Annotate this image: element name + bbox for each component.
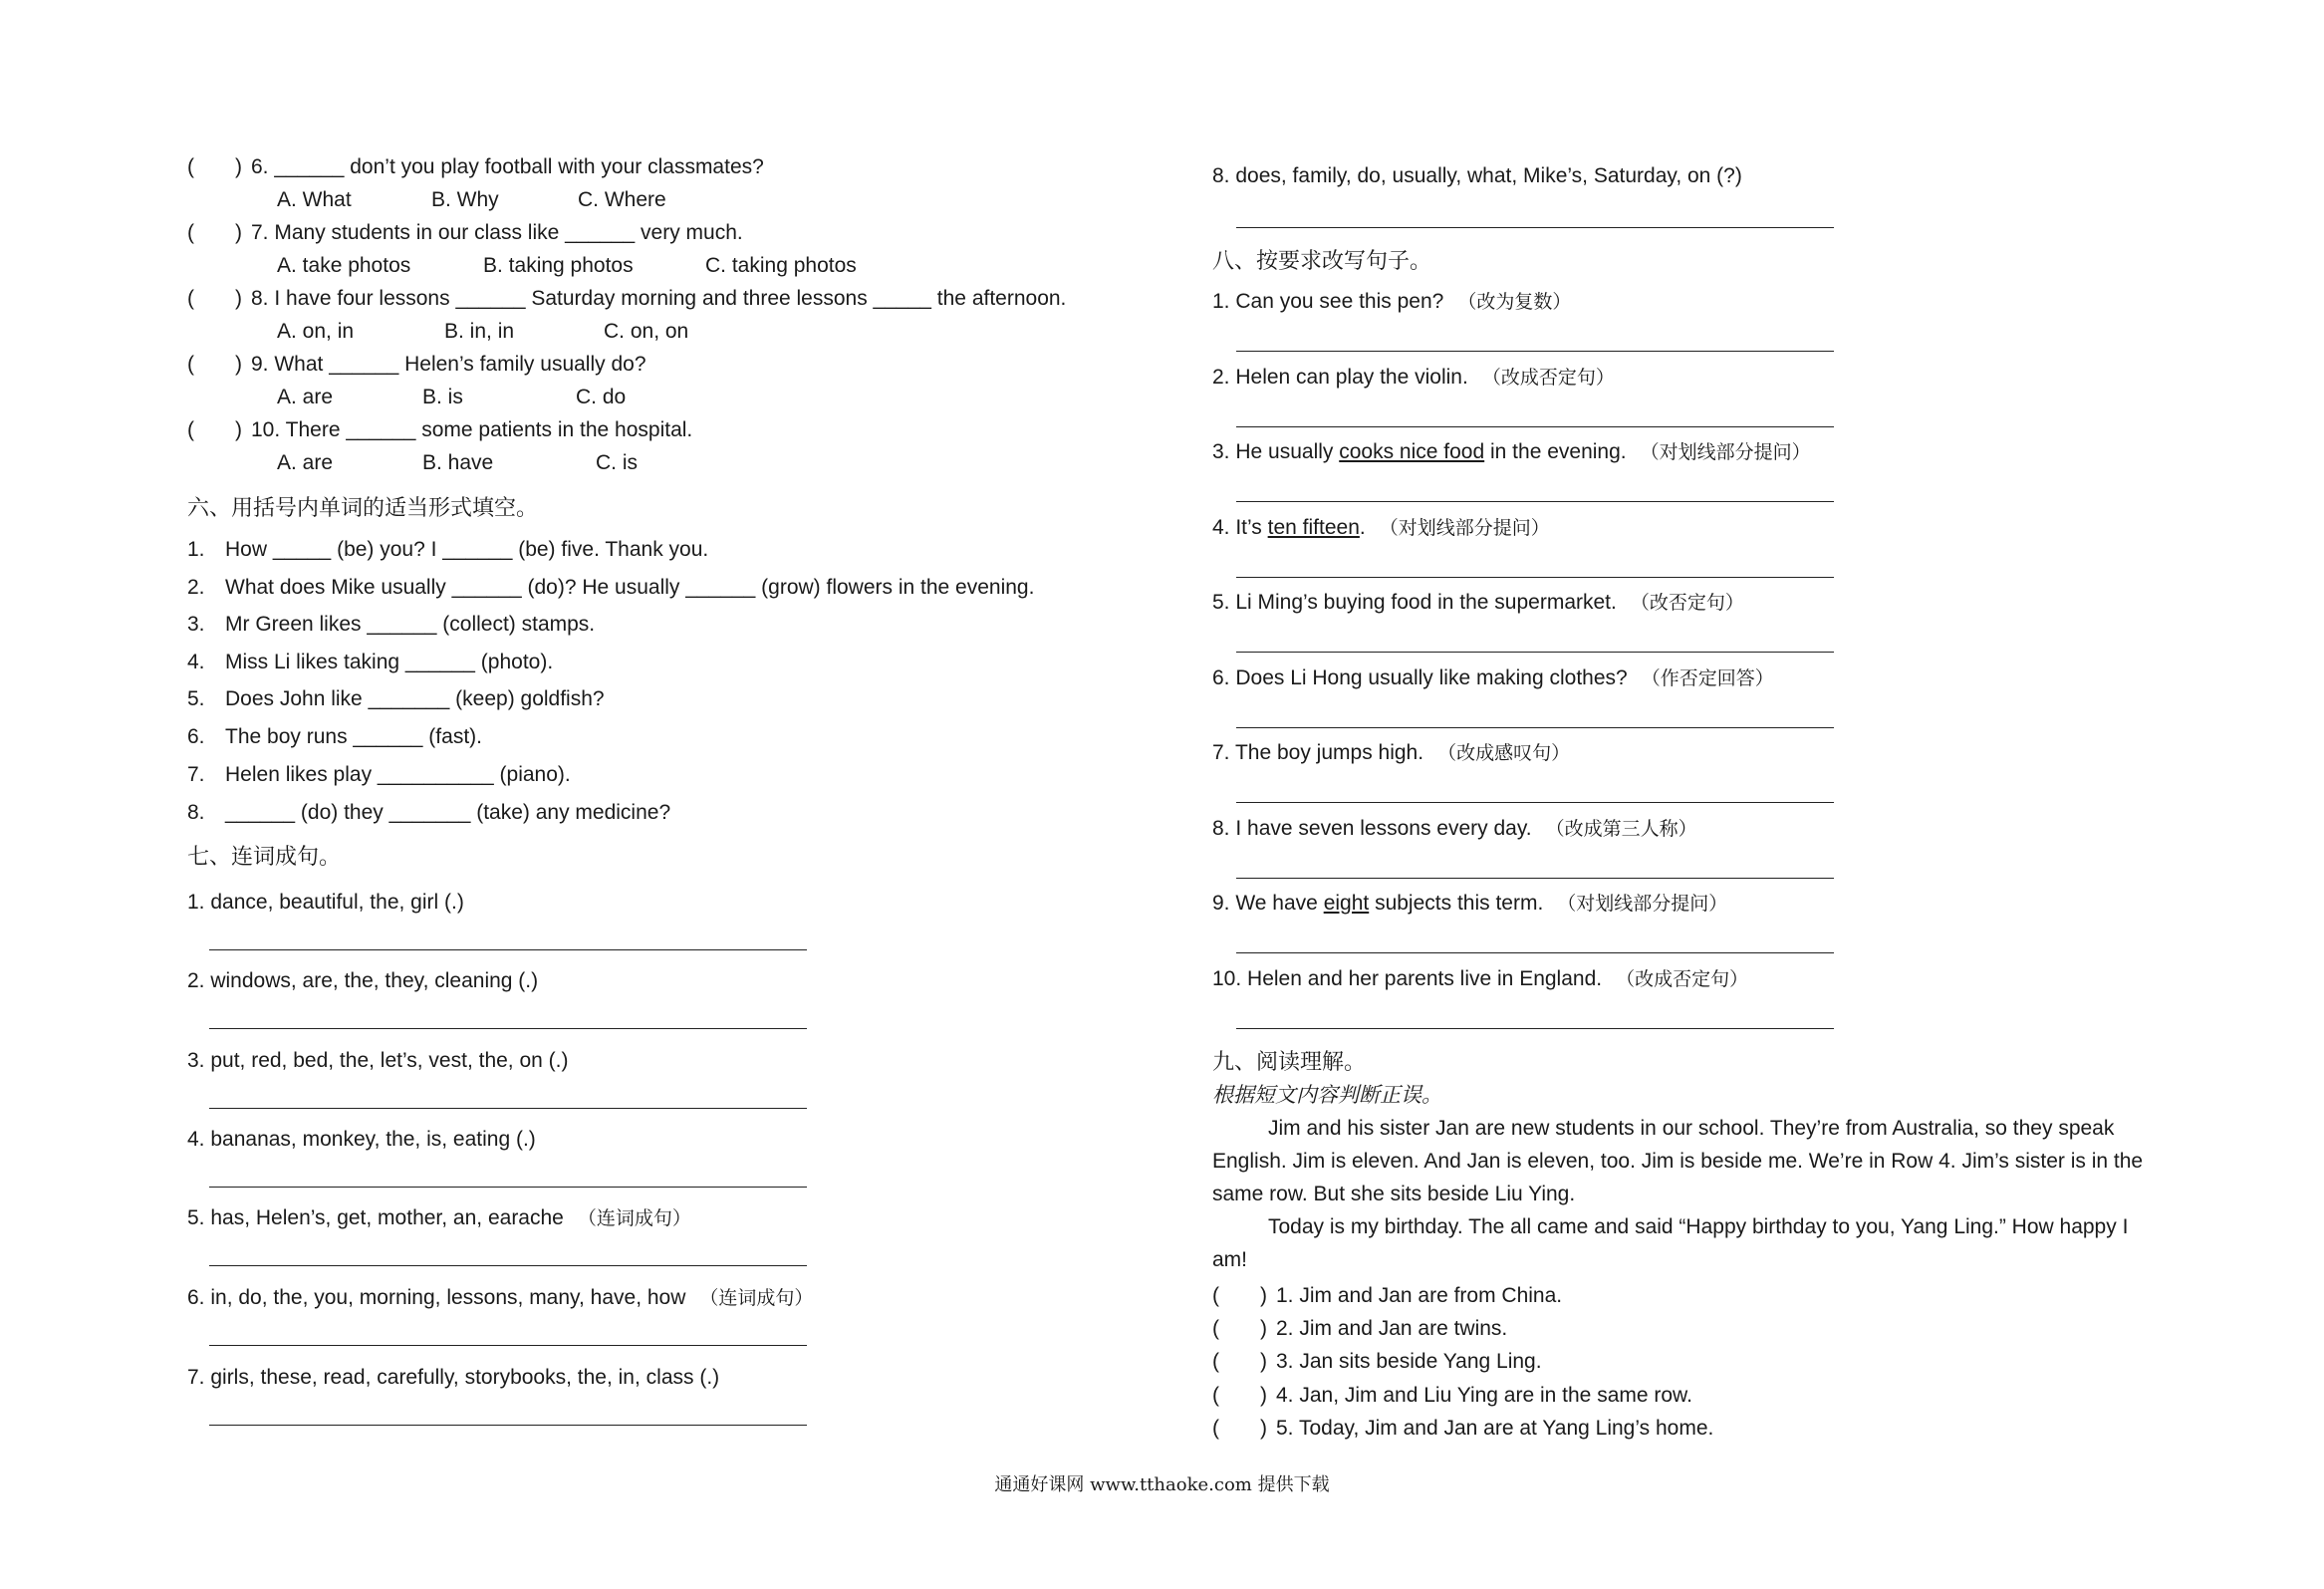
- answer-line: [209, 1028, 807, 1029]
- answer-line: [1236, 501, 1834, 502]
- list-item: 1. Can you see this pen? （改为复数）: [1212, 290, 1572, 313]
- answer-line: [209, 1187, 807, 1188]
- option: B. Why: [431, 188, 499, 211]
- option: B. have: [422, 451, 494, 474]
- list-item: 8. does, family, do, usually, what, Mike’s, Saturday, on (?): [1212, 164, 1742, 187]
- option: A. are: [277, 451, 334, 474]
- list-item: 4. It’s ten fifteen. （对划线部分提问）: [1212, 516, 1550, 539]
- answer-line: [1236, 227, 1834, 228]
- answer-line: [1236, 952, 1834, 953]
- question-stem: 6. ______ don’t you play football with your classmates?: [251, 155, 764, 178]
- option: C. on, on: [604, 320, 689, 343]
- option: C. do: [576, 386, 627, 408]
- worksheet-page: ( ) 6. ______ don’t you play football with your classmates? A. What B. Why C. Where ( ) 7. Many students in our class like ______ very much. A. take photos B. taking photos C. taking photos ( ) 8. I have four lessons ______ Saturday morning and three lessons _____ the afternoon. A. on, in B. in, in C. on, on ( ) 9. What ______ Helen’s family usually do? A. are B. is C. do ( ) 10. There ______ some patients in the hospital. A. are B. have C. is 六、用括号内单词的适当形式填空。 1. How _____ (be) you? I ______ (be) five. Thank you. 2. What does Mike usually ______ (do)? He usually ______ (grow) flowers in the evening. 3. Mr Green likes ______ (collect) stamps. 4. Miss Li likes taking ______ (photo). 5. Does John like _______ (keep) goldfish? 6. The boy runs ______ (fast). 7. Helen likes play __________ (piano). 8. ______ (do) they _______ (take) any medicine? 七、连词成句。 1. dance, beautiful, the, girl (.) 2. windows, are, the, they, cleaning (.) 3. put, red, bed, the, let’s, vest, the, on (.) 4. bananas, monkey, the, is, eating (.) 5. has, Helen’s, get, mother, an, earache （连词成句） 6. in, do, the, you, morning, lessons, many, have, how （连词成句） 7. girls, these, read, carefully, storybooks, the, in, class (.) 8. does, family, do, usually, what, Mike’s, Saturday, on (?) 八、按要求改写句子。 1. Can you see this pen? （改为复数） 2. Helen can play the violin. （改成否定句） 3. He usually cooks nice food in the evening. （对划线部分提问） 4. It’s ten fifteen. （对划线部分提问） 5. Li Ming’s buying food in the supermarket. （改否定句） 6. Does Li Hong usually like making clothes? （作否定回答） 7. The boy jumps high. （改成感叹句） 8. I have seven lessons every day. （改成第三人称） 9. We have eight subjects this term. （对划线部分提问） 10. Helen and her parents live in England. （改成否定句） 九、阅读理解。 根据短文内容判断正误。 Jim and his sister Jan are new students in our school. They’re from Australia, so they speak English. Jim is eleven. And Jan is eleven, too. Jim is beside me. We’re in Row 4. Jim’s sister is in the same row. But she sits beside Liu Ying. Today is my birthday. The all came and said “Happy birthday to you, Yang Ling.” How happy I am! ( ) 1. Jim and Jan are from China. ( ) 2. Jim and Jan are twins. ( ) 3. Jan sits beside Yang Ling. ( ) 4. Jan, Jim and Liu Ying are in the same row. ( ) 5. Today, Jim and Jan are at Yang Ling’s home. 通通好课网 www.tthaoke.com 提供下载: [0, 0, 2324, 1589]
- question-stem: 10. There ______ some patients in the hospital.: [251, 418, 693, 441]
- option: A. are: [277, 386, 334, 408]
- question-stem: 9. What ______ Helen’s family usually do?: [251, 353, 646, 376]
- list-item: 3. put, red, bed, the, let’s, vest, the, on (.): [187, 1049, 569, 1072]
- answer-line: [209, 1265, 807, 1266]
- list-item: 10. Helen and her parents live in England. （改成否定句）: [1212, 967, 1749, 990]
- list-item: 3. He usually cooks nice food in the evening. （对划线部分提问）: [1212, 440, 1811, 463]
- section-7-title: 七、连词成句。: [187, 845, 342, 870]
- option: C. taking photos: [705, 254, 857, 277]
- option: A. take photos: [277, 254, 411, 277]
- answer-line: [209, 1345, 807, 1346]
- list-item: 1. dance, beautiful, the, girl (.): [187, 891, 464, 914]
- list-item: 2. Helen can play the violin. （改成否定句）: [1212, 366, 1615, 389]
- list-item: 6. in, do, the, you, morning, lessons, many, have, how （连词成句）: [187, 1286, 814, 1309]
- answer-line: [1236, 727, 1834, 728]
- option: B. taking photos: [483, 254, 634, 277]
- list-item: 5. has, Helen’s, get, mother, an, earache （连词成句）: [187, 1206, 691, 1229]
- option: A. What: [277, 188, 352, 211]
- answer-line: [1236, 652, 1834, 653]
- answer-line: [1236, 577, 1834, 578]
- section-6-title: 六、用括号内单词的适当形式填空。: [187, 496, 539, 521]
- answer-line: [1236, 802, 1834, 803]
- answer-line: [1236, 878, 1834, 879]
- option: C. Where: [578, 188, 666, 211]
- option: B. in, in: [444, 320, 515, 343]
- question-stem: 8. I have four lessons ______ Saturday morning and three lessons _____ the afternoon.: [251, 287, 1067, 310]
- list-item: 2. windows, are, the, they, cleaning (.): [187, 969, 539, 992]
- section-8-title: 八、按要求改写句子。: [1212, 249, 1432, 274]
- option: B. is: [422, 386, 463, 408]
- list-item: 7. The boy jumps high. （改成感叹句）: [1212, 741, 1571, 764]
- reading-paragraph-2: Today is my birthday. The all came and said “Happy birthday to you, Yang Ling.” How happy I am!: [1212, 1215, 2129, 1271]
- list-item: 8. I have seven lessons every day. （改成第三人称）: [1212, 817, 1697, 840]
- list-item: 5. Li Ming’s buying food in the supermarket. （改否定句）: [1212, 591, 1744, 614]
- answer-line: [1236, 351, 1834, 352]
- option: C. is: [596, 451, 638, 474]
- answer-line: [1236, 426, 1834, 427]
- answer-line: [209, 949, 807, 950]
- answer-line: [209, 1425, 807, 1426]
- option: A. on, in: [277, 320, 355, 343]
- section-9-subtitle: 根据短文内容判断正误。: [1212, 1083, 1442, 1107]
- list-item: 4. bananas, monkey, the, is, eating (.): [187, 1128, 536, 1151]
- reading-paragraph-1: Jim and his sister Jan are new students in our school. They’re from Australia, so they speak English. Jim is eleven. And Jan is eleven, too. Jim is beside me. We’re in Row 4. Jim’s sister is in the same row. But she sits beside Liu Ying.: [1212, 1117, 2144, 1205]
- list-item: 6. Does Li Hong usually like making clothes? （作否定回答）: [1212, 666, 1774, 689]
- page-footer: 通通好课网 www.tthaoke.com 提供下载: [994, 1474, 1330, 1495]
- answer-line: [209, 1108, 807, 1109]
- answer-line: [1236, 1028, 1834, 1029]
- list-item: 9. We have eight subjects this term. （对划线部分提问）: [1212, 892, 1728, 915]
- section-9-title: 九、阅读理解。: [1212, 1050, 1367, 1075]
- question-stem: 7. Many students in our class like ______ very much.: [251, 221, 743, 244]
- list-item: 7. girls, these, read, carefully, storybooks, the, in, class (.): [187, 1366, 720, 1389]
